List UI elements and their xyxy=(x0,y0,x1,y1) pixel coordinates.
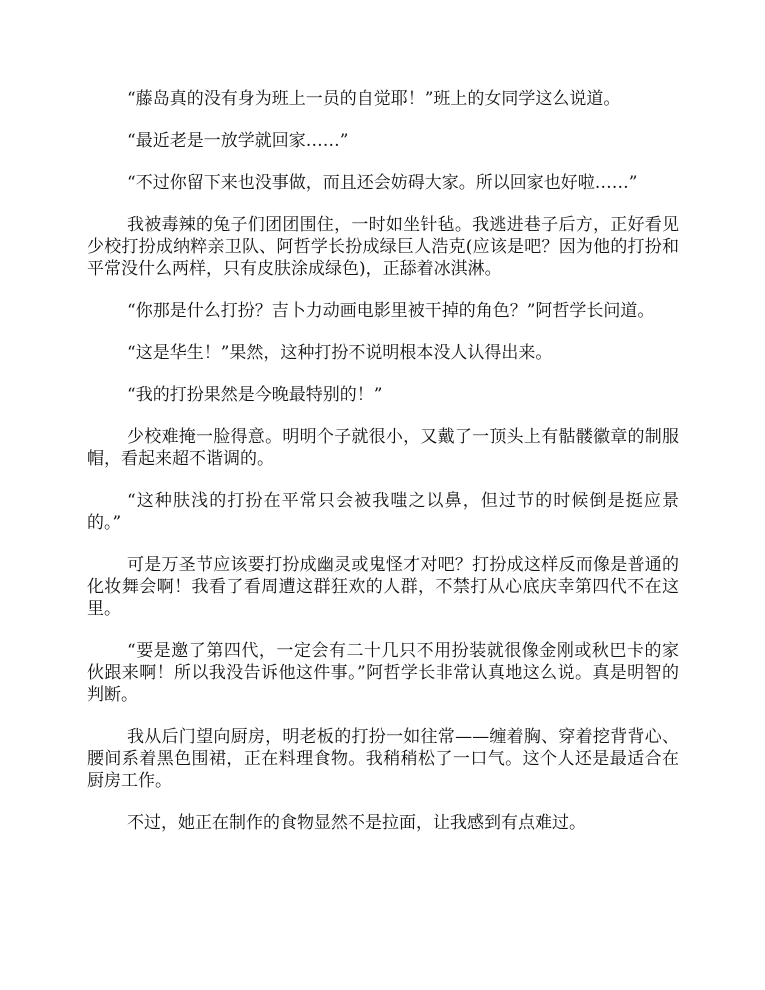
paragraph: 可是万圣节应该要打扮成幽灵或鬼怪才对吧？打扮成这样反而像是普通的化妆舞会啊！我看了看周遭这群狂欢的人群，不禁打从心底庆幸第四代不在这里。 xyxy=(87,555,679,619)
paragraph: “藤岛真的没有身为班上一员的自觉耶！”班上的女同学这么说道。 xyxy=(127,89,621,109)
paragraph: “要是邀了第四代，一定会有二十几只不用扮装就很像金刚或秋巴卡的家伙跟来啊！所以我没告诉他这件事。”阿哲学长非常认真地这么说。真是明智的判断。 xyxy=(87,641,679,705)
paragraph: 我从后门望向厨房，明老板的打扮一如往常——缠着胸、穿着挖背背心、腰间系着黑色围裙，正在料理食物。我稍稍松了一口气。这个人还是最适合在厨房工作。 xyxy=(87,727,679,791)
paragraph: 不过，她正在制作的食物显然不是拉面，让我感到有点难过。 xyxy=(127,813,586,833)
paragraph: “不过你留下来也没事做，而且还会妨碍大家。所以回家也好啦……” xyxy=(127,173,638,193)
paragraph: 少校难掩一脸得意。明明个子就很小，又戴了一顶头上有骷髅徽章的制服帽，看起来超不谐调的。 xyxy=(87,427,679,469)
paragraph: “这种肤浅的打扮在平常只会被我嗤之以鼻，但过节的时候倒是挺应景的。” xyxy=(87,491,679,533)
document-body xyxy=(87,88,679,834)
paragraph: “我的打扮果然是今晚最特别的！” xyxy=(127,385,383,405)
paragraph: “你那是什么打扮？吉卜力动画电影里被干掉的角色？”阿哲学长问道。 xyxy=(127,301,655,321)
paragraph: 我被毒辣的兔子们团团围住，一时如坐针毡。我逃进巷子后方，正好看见少校打扮成纳粹亲卫队、阿哲学长扮成绿巨人浩克(应该是吧？因为他的打扮和平常没什么两样，只有皮肤涂成绿色)，正舔着冰淇淋。 xyxy=(87,215,679,279)
paragraph: “这是华生！”果然，这种打扮不说明根本没人认得出来。 xyxy=(127,343,553,363)
paragraph: “最近老是一放学就回家……” xyxy=(127,131,349,151)
